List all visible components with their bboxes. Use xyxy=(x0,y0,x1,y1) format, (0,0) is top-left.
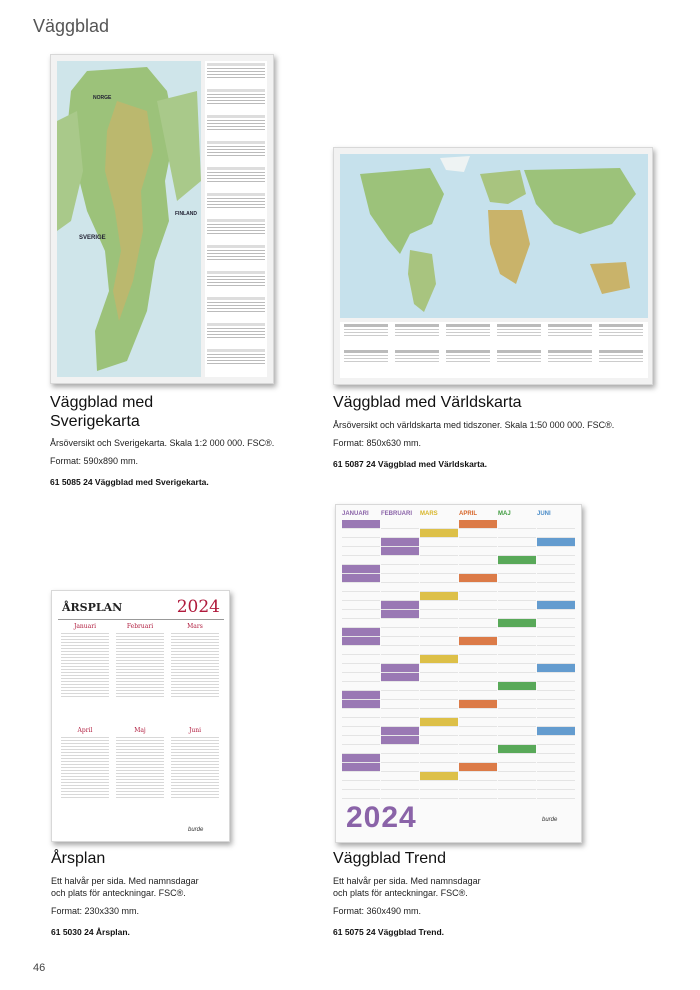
trend-day-row xyxy=(342,574,380,583)
trend-day-row xyxy=(420,547,458,556)
trend-day-row xyxy=(342,556,380,565)
trend-month-column xyxy=(381,511,419,801)
arsplan-month-column: April xyxy=(60,727,110,823)
trend-day-row xyxy=(459,736,497,745)
trend-day-row xyxy=(342,610,380,619)
trend-day-row xyxy=(498,781,536,790)
trend-year: 2024 xyxy=(346,801,417,834)
trend-day-row xyxy=(420,583,458,592)
trend-day-row xyxy=(498,727,536,736)
trend-day-row xyxy=(537,691,575,700)
product-desc-arsplan-line2: och plats för anteckningar. FSC®. xyxy=(51,888,186,898)
trend-day-row xyxy=(498,700,536,709)
trend-day-row xyxy=(537,709,575,718)
trend-day-row xyxy=(381,646,419,655)
trend-day-row xyxy=(537,745,575,754)
trend-day-row xyxy=(498,547,536,556)
trend-month-name: FEBRUARI xyxy=(381,511,412,517)
trend-month-column xyxy=(342,511,380,801)
trend-day-row xyxy=(381,592,419,601)
trend-day-row xyxy=(342,619,380,628)
trend-day-row xyxy=(498,619,536,628)
trend-day-row xyxy=(537,637,575,646)
trend-day-row xyxy=(342,718,380,727)
trend-day-row xyxy=(342,781,380,790)
trend-day-row xyxy=(381,763,419,772)
trend-day-row xyxy=(420,646,458,655)
product-code-arsplan: 61 5030 24 Årsplan. xyxy=(51,927,130,937)
trend-day-row xyxy=(459,619,497,628)
product-format-trend: Format: 360x490 mm. xyxy=(333,906,422,916)
trend-day-row xyxy=(537,700,575,709)
trend-day-row xyxy=(459,727,497,736)
trend-day-row xyxy=(420,601,458,610)
trend-day-row xyxy=(498,664,536,673)
trend-day-row xyxy=(342,529,380,538)
world-map xyxy=(340,154,648,318)
trend-day-row xyxy=(459,628,497,637)
trend-day-row xyxy=(459,691,497,700)
trend-day-row xyxy=(537,565,575,574)
arsplan-heading: ÅRSPLAN xyxy=(62,601,123,614)
trend-day-row xyxy=(459,547,497,556)
trend-day-row xyxy=(420,745,458,754)
trend-day-row xyxy=(420,574,458,583)
trend-day-row xyxy=(381,781,419,790)
product-title-trend: Väggblad Trend xyxy=(333,850,446,867)
trend-day-row xyxy=(537,529,575,538)
trend-day-row xyxy=(381,700,419,709)
trend-day-row xyxy=(498,691,536,700)
trend-day-row xyxy=(420,682,458,691)
trend-day-row xyxy=(498,763,536,772)
trend-day-row xyxy=(498,790,536,799)
trend-day-row xyxy=(381,628,419,637)
trend-day-row xyxy=(420,529,458,538)
product-desc-trend-line1: Ett halvår per sida. Med namnsdagar xyxy=(333,876,481,886)
trend-day-row xyxy=(381,736,419,745)
world-map-graphic xyxy=(340,154,648,318)
trend-day-row xyxy=(537,619,575,628)
trend-day-row xyxy=(498,646,536,655)
trend-day-row xyxy=(342,655,380,664)
trend-day-row xyxy=(537,520,575,529)
trend-day-row xyxy=(537,718,575,727)
trend-day-row xyxy=(498,529,536,538)
trend-day-row xyxy=(381,655,419,664)
trend-day-row xyxy=(537,781,575,790)
trend-day-row xyxy=(498,772,536,781)
trend-day-row xyxy=(420,637,458,646)
trend-day-row xyxy=(498,673,536,682)
trend-day-row xyxy=(420,538,458,547)
product-desc-trend-line2: och plats för anteckningar. FSC®. xyxy=(333,888,468,898)
trend-day-row xyxy=(459,592,497,601)
product-image-varldskarta[interactable] xyxy=(333,147,653,385)
product-title-varldskarta: Väggblad med Världskarta xyxy=(333,394,522,411)
sweden-map xyxy=(57,61,201,377)
trend-day-row xyxy=(381,718,419,727)
trend-day-row xyxy=(459,583,497,592)
trend-day-row xyxy=(498,637,536,646)
trend-day-row xyxy=(342,700,380,709)
trend-day-row xyxy=(381,682,419,691)
trend-day-row xyxy=(537,547,575,556)
trend-day-row xyxy=(381,745,419,754)
trend-day-row xyxy=(381,529,419,538)
sweden-map-graphic xyxy=(57,61,201,377)
trend-day-row xyxy=(459,682,497,691)
trend-day-row xyxy=(537,673,575,682)
product-code-trend: 61 5075 24 Väggblad Trend. xyxy=(333,927,445,937)
trend-day-row xyxy=(537,754,575,763)
trend-month-name: JUNI xyxy=(537,511,551,517)
trend-day-row xyxy=(342,565,380,574)
trend-day-row xyxy=(381,520,419,529)
trend-day-row xyxy=(537,646,575,655)
sweden-year-calendar xyxy=(205,61,267,377)
trend-day-row xyxy=(459,664,497,673)
trend-day-row xyxy=(537,592,575,601)
trend-day-row xyxy=(537,538,575,547)
trend-day-row xyxy=(537,727,575,736)
trend-day-row xyxy=(537,664,575,673)
trend-day-row xyxy=(537,601,575,610)
trend-day-row xyxy=(498,592,536,601)
arsplan-month-column: Juni xyxy=(170,727,220,823)
trend-day-row xyxy=(342,772,380,781)
trend-day-row xyxy=(459,709,497,718)
trend-month-name: APRIL xyxy=(459,511,477,517)
trend-day-row xyxy=(381,691,419,700)
trend-day-row xyxy=(498,601,536,610)
trend-day-row xyxy=(381,547,419,556)
trend-month-column xyxy=(537,511,575,801)
trend-day-row xyxy=(498,718,536,727)
product-code-varldskarta: 61 5087 24 Väggblad med Världskarta. xyxy=(333,459,488,469)
trend-day-row xyxy=(342,547,380,556)
trend-day-row xyxy=(420,763,458,772)
trend-day-row xyxy=(498,583,536,592)
trend-day-row xyxy=(498,754,536,763)
trend-day-row xyxy=(498,709,536,718)
arsplan-year: 2024 xyxy=(176,597,220,617)
trend-day-row xyxy=(459,763,497,772)
trend-day-row xyxy=(381,637,419,646)
trend-day-row xyxy=(459,529,497,538)
trend-day-row xyxy=(342,637,380,646)
trend-day-row xyxy=(498,745,536,754)
trend-day-row xyxy=(381,538,419,547)
trend-day-row xyxy=(459,538,497,547)
trend-day-row xyxy=(459,700,497,709)
trend-day-row xyxy=(381,754,419,763)
trend-day-row xyxy=(381,790,419,799)
trend-day-row xyxy=(381,673,419,682)
trend-day-row xyxy=(342,682,380,691)
trend-day-row xyxy=(420,754,458,763)
trend-day-row xyxy=(381,574,419,583)
trend-day-row xyxy=(537,574,575,583)
trend-day-row xyxy=(498,610,536,619)
trend-day-row xyxy=(537,655,575,664)
trend-day-row xyxy=(459,718,497,727)
trend-day-row xyxy=(342,592,380,601)
trend-day-row xyxy=(420,673,458,682)
trend-brand-logo: burde xyxy=(542,817,558,823)
trend-day-row xyxy=(342,727,380,736)
trend-day-row xyxy=(537,772,575,781)
trend-day-row xyxy=(420,628,458,637)
trend-day-row xyxy=(342,691,380,700)
trend-day-row xyxy=(459,556,497,565)
trend-day-row xyxy=(420,709,458,718)
trend-day-row xyxy=(420,619,458,628)
map-label-norge: NORGE xyxy=(93,95,112,101)
trend-day-row xyxy=(420,727,458,736)
arsplan-month-column: Mars xyxy=(170,623,220,723)
trend-day-row xyxy=(459,655,497,664)
arsplan-header xyxy=(58,597,224,620)
trend-day-row xyxy=(459,781,497,790)
trend-day-row xyxy=(537,556,575,565)
trend-day-row xyxy=(342,520,380,529)
arsplan-brand-logo: burde xyxy=(188,827,204,833)
trend-day-row xyxy=(420,736,458,745)
trend-month-name: MARS xyxy=(420,511,438,517)
trend-day-row xyxy=(420,565,458,574)
trend-day-row xyxy=(498,736,536,745)
trend-day-row xyxy=(342,664,380,673)
trend-day-row xyxy=(498,682,536,691)
trend-day-row xyxy=(537,610,575,619)
trend-day-row xyxy=(342,628,380,637)
trend-day-row xyxy=(381,601,419,610)
product-desc-sverigekarta: Årsöversikt och Sverigekarta. Skala 1:2 000 000. FSC®. xyxy=(50,438,275,448)
trend-day-row xyxy=(381,727,419,736)
trend-day-row xyxy=(459,565,497,574)
trend-day-row xyxy=(459,574,497,583)
trend-day-row xyxy=(381,619,419,628)
map-label-finland: FINLAND xyxy=(175,211,197,217)
arsplan-month-column: Januari xyxy=(60,623,110,723)
trend-day-row xyxy=(459,673,497,682)
product-title-arsplan: Årsplan xyxy=(51,850,106,867)
trend-day-row xyxy=(498,538,536,547)
trend-day-row xyxy=(381,709,419,718)
trend-day-row xyxy=(420,664,458,673)
trend-day-row xyxy=(342,745,380,754)
trend-month-name: JANUARI xyxy=(342,511,369,517)
trend-month-column xyxy=(498,511,536,801)
trend-day-row xyxy=(420,592,458,601)
trend-day-row xyxy=(342,754,380,763)
trend-day-row xyxy=(498,565,536,574)
trend-day-row xyxy=(459,772,497,781)
trend-day-row xyxy=(498,520,536,529)
trend-day-row xyxy=(381,556,419,565)
trend-day-row xyxy=(342,709,380,718)
trend-day-row xyxy=(420,520,458,529)
trend-day-row xyxy=(498,628,536,637)
product-format-varldskarta: Format: 850x630 mm. xyxy=(333,438,422,448)
map-label-sverige: SVERIGE xyxy=(79,235,106,241)
trend-day-row xyxy=(420,691,458,700)
trend-month-column xyxy=(459,511,497,801)
product-format-sverigekarta: Format: 590x890 mm. xyxy=(50,456,139,466)
trend-day-row xyxy=(420,772,458,781)
trend-day-row xyxy=(459,754,497,763)
trend-day-row xyxy=(420,781,458,790)
product-format-arsplan: Format: 230x330 mm. xyxy=(51,906,140,916)
trend-day-row xyxy=(420,556,458,565)
trend-day-row xyxy=(381,610,419,619)
trend-day-row xyxy=(420,610,458,619)
arsplan-month-column: Maj xyxy=(115,727,165,823)
product-desc-varldskarta: Årsöversikt och världskarta med tidszoner. Skala 1:50 000 000. FSC®. xyxy=(333,420,615,430)
world-year-calendar xyxy=(340,322,648,378)
trend-day-row xyxy=(342,583,380,592)
trend-day-row xyxy=(537,682,575,691)
trend-month-column xyxy=(420,511,458,801)
arsplan-month-column: Februari xyxy=(115,623,165,723)
trend-day-row xyxy=(342,646,380,655)
product-image-sverigekarta[interactable] xyxy=(50,54,274,384)
trend-day-row xyxy=(342,736,380,745)
trend-day-row xyxy=(342,763,380,772)
product-image-trend[interactable] xyxy=(335,504,582,843)
trend-month-name: MAJ xyxy=(498,511,511,517)
trend-day-row xyxy=(342,538,380,547)
trend-day-row xyxy=(381,664,419,673)
trend-day-row xyxy=(537,790,575,799)
trend-day-row xyxy=(537,736,575,745)
product-desc-arsplan-line1: Ett halvår per sida. Med namnsdagar xyxy=(51,876,199,886)
trend-day-row xyxy=(420,718,458,727)
trend-day-row xyxy=(459,646,497,655)
trend-day-row xyxy=(459,790,497,799)
trend-day-row xyxy=(381,565,419,574)
trend-day-row xyxy=(342,601,380,610)
trend-day-row xyxy=(537,628,575,637)
trend-day-row xyxy=(498,556,536,565)
trend-day-row xyxy=(537,763,575,772)
product-code-sverigekarta: 61 5085 24 Väggblad med Sverigekarta. xyxy=(50,477,209,487)
page-number: 46 xyxy=(33,962,46,974)
trend-day-row xyxy=(381,583,419,592)
trend-day-row xyxy=(459,745,497,754)
trend-day-row xyxy=(420,700,458,709)
trend-day-row xyxy=(537,583,575,592)
trend-day-row xyxy=(420,790,458,799)
product-image-arsplan[interactable] xyxy=(51,590,230,842)
product-title-sverigekarta: Väggblad med Sverigekarta xyxy=(50,394,154,430)
trend-day-row xyxy=(342,790,380,799)
section-title: Väggblad xyxy=(33,16,110,36)
trend-day-row xyxy=(459,601,497,610)
trend-day-row xyxy=(342,673,380,682)
trend-day-row xyxy=(459,610,497,619)
trend-day-row xyxy=(381,772,419,781)
trend-day-row xyxy=(420,655,458,664)
trend-day-row xyxy=(498,655,536,664)
trend-day-row xyxy=(498,574,536,583)
trend-day-row xyxy=(459,520,497,529)
trend-day-row xyxy=(459,637,497,646)
